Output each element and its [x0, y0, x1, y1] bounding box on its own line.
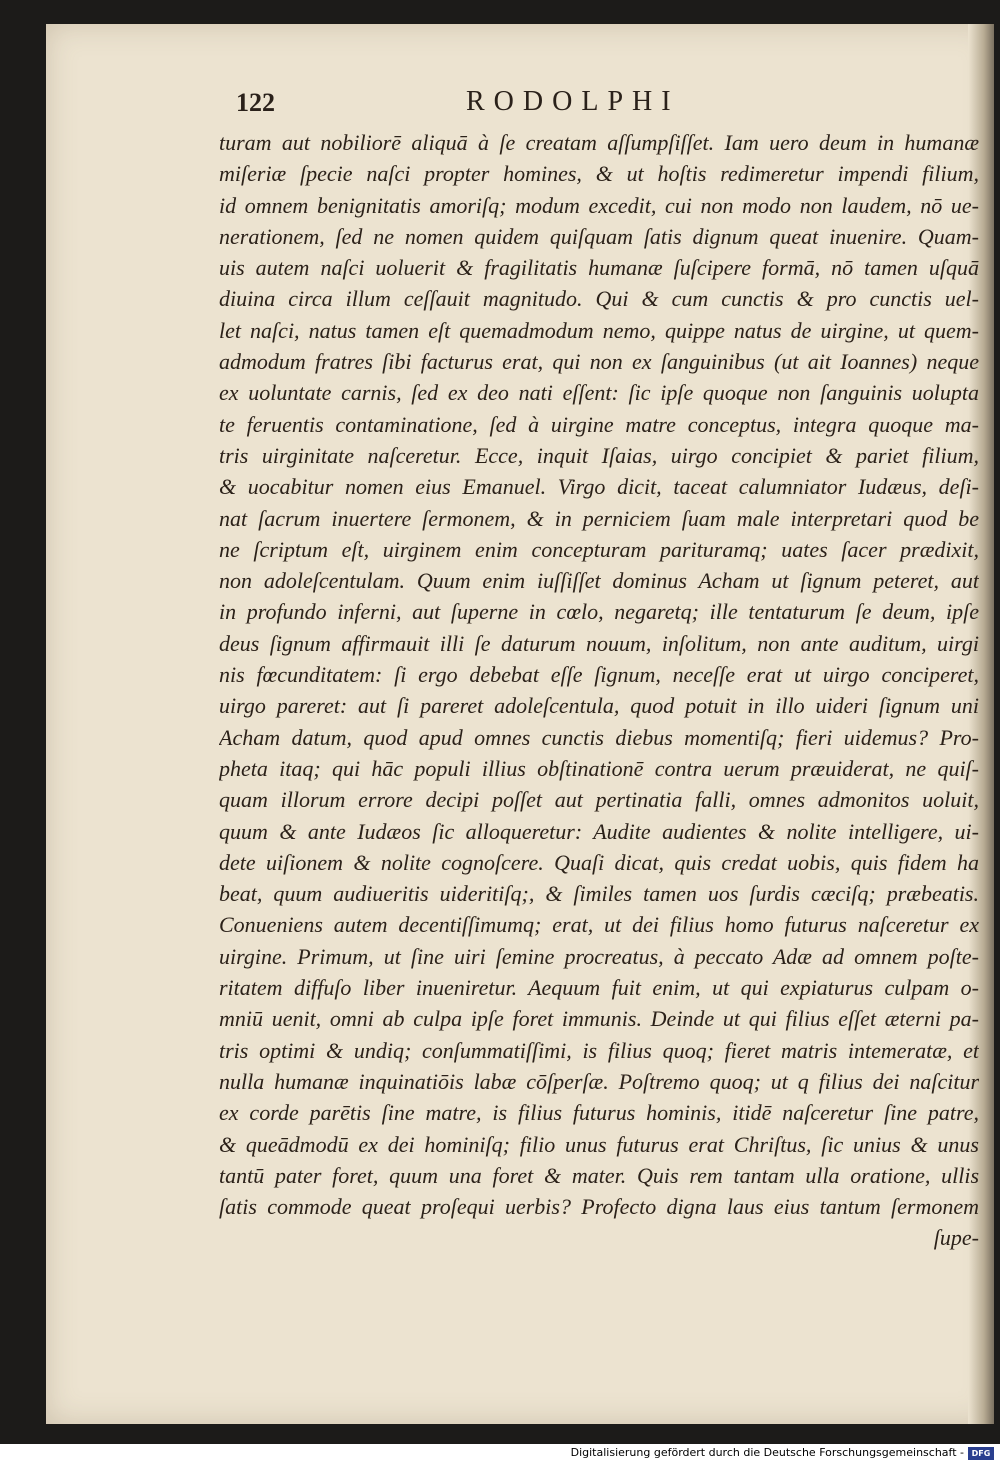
- text-line: turam aut nobiliorē aliquā à ſe creatam aſſumpſiſſet. Iam uero deum in humanæ: [219, 130, 979, 155]
- text-line: uis autem naſci uoluerit & fragilitatis humanæ ſuſcipere formā, nō tamen uſquā: [219, 255, 979, 281]
- text-line: tantū pater foret, quum una foret & mater. Quis rem tantam ulla oratione, ullis: [219, 1162, 979, 1188]
- text-line: quam illorum errore decipi poſſet aut pertinatia falli, omnes admonitos uoluit,: [219, 787, 979, 813]
- text-line: in profundo inferni, aut ſuperne in cœlo, negaretq; ille tentaturum ſe deum, ipſe: [219, 599, 979, 625]
- text-line: Conueniens autem decentiſſimumq; erat, ut dei filius homo futurus naſceretur ex: [219, 912, 979, 938]
- text-line: dete uiſionem & nolite cognoſcere. Quaſi dicat, quis credat uobis, quis fidem ha: [219, 849, 979, 875]
- text-line: te feruentis contaminatione, ſed à uirgine matre conceptus, integra quoque ma-: [219, 411, 979, 437]
- text-line: pheta itaq; qui hāc populi illius obſtinationē contra uerum præuiderat, ne quiſ-: [219, 755, 979, 781]
- text-line: & uocabitur nomen eius Emanuel. Virgo dicit, taceat calumniator Iudæus, deſi-: [219, 474, 979, 500]
- text-line: ritatem diffuſo liber inueniretur. Aequum fuit enim, ut qui expiaturus culpam o-: [219, 975, 979, 1001]
- text-line: deus ſignum affirmauit illi ſe daturum nouum, inſolitum, non ante auditum, uirgi: [219, 630, 979, 656]
- text-line: ſatis commode queat proſequi uerbis? Profecto digna laus eius tantum ſermonem: [219, 1194, 979, 1220]
- page-number: 122: [236, 88, 275, 117]
- dfg-logo: DFG: [968, 1447, 994, 1460]
- text-line: let naſci, natus tamen eſt quemadmodum nemo, quippe natus de uirgine, ut quem-: [219, 317, 979, 343]
- text-line: nerationem, ſed ne nomen quidem quiſquam ſatis dignum queat inuenire. Quam-: [219, 223, 979, 249]
- running-title: RODOLPHI: [466, 86, 680, 117]
- text-line: miſeriæ ſpecie naſci propter homines, & ut hoſtis redimeretur impendi filium,: [219, 161, 979, 187]
- text-line: nis fœcunditatem: ſi ergo debebat eſſe ſignum, neceſſe erat ut uirgo conciperet,: [219, 662, 979, 688]
- text-line: id omnem benignitatis amoriſq; modum excedit, cui non modo non laudem, nō ue-: [219, 192, 979, 218]
- text-line: quum & ante Iudæos ſic alloqueretur: Audite audientes & nolite intelligere, ui-: [219, 818, 979, 844]
- text-line: uirgine. Primum, ut ſine uiri ſemine procreatus, à peccato Adæ ad omnem poſte-: [219, 943, 979, 969]
- text-line: admodum fratres ſibi facturus erat, qui non ex ſanguinibus (ut ait Ioannes) neque: [219, 349, 979, 375]
- text-line: ex corde parētis ſine matre, is filius futurus hominis, itidē naſceretur ſine patre,: [219, 1100, 979, 1126]
- text-line: mniū uenit, omni ab culpa ipſe foret immunis. Deinde ut qui filius eſſet æterni pa-: [219, 1006, 979, 1032]
- text-line: non adoleſcentulam. Quum enim iuſſiſſet dominus Acham ut ſignum peteret, aut: [219, 568, 979, 594]
- text-line: Acham datum, quod apud omnes cunctis diebus momentiſq; fieri uidemus? Pro-: [219, 724, 979, 750]
- text-line: uirgo pareret: aut ſi pareret adoleſcentula, quod potuit in illo uideri ſignum uni: [219, 693, 979, 719]
- text-line: ex uoluntate carnis, ſed ex deo nati eſſent: ſic ipſe quoque non ſanguinis uolupta: [219, 380, 979, 406]
- text-line: tris uirginitate naſceretur. Ecce, inquit Iſaias, uirgo concipiet & pariet filium,: [219, 442, 979, 468]
- text-line: diuina circa illum ceſſauit magnitudo. Qui & cum cunctis & pro cunctis uel-: [219, 286, 979, 312]
- text-line: ne ſcriptum eſt, uirginem enim concepturam parituramq; uates ſacer prædixit,: [219, 536, 979, 562]
- footer-bar: [0, 1444, 1000, 1464]
- text-line: beat, quum audiueritis uideritiſq;, & ſimiles tamen uos ſurdis cæciſq; præbeatis.: [219, 881, 979, 907]
- catchword: ſupe-: [933, 1225, 979, 1251]
- running-head: [186, 84, 946, 124]
- body-text: [219, 127, 979, 1254]
- text-line: & queādmodū ex dei hominiſq; filio unus futurus erat Chriſtus, ſic unius & unus: [219, 1131, 979, 1157]
- text-line: nulla humanæ inquinatiōis labæ cōſperſæ. Poſtremo quoq; ut q filius dei naſcitur: [219, 1068, 979, 1094]
- digitization-credit: Digitalisierung gefördert durch die Deutsche Forschungsgemeinschaft -: [570, 1446, 964, 1459]
- text-line: tris optimi & undiq; conſummatiſſimi, is filius quoq; fieret matris intemeratæ, et: [219, 1037, 979, 1063]
- text-line: nat ſacrum inuertere ſermonem, & in perniciem ſuam male interpretari quod be: [219, 505, 979, 531]
